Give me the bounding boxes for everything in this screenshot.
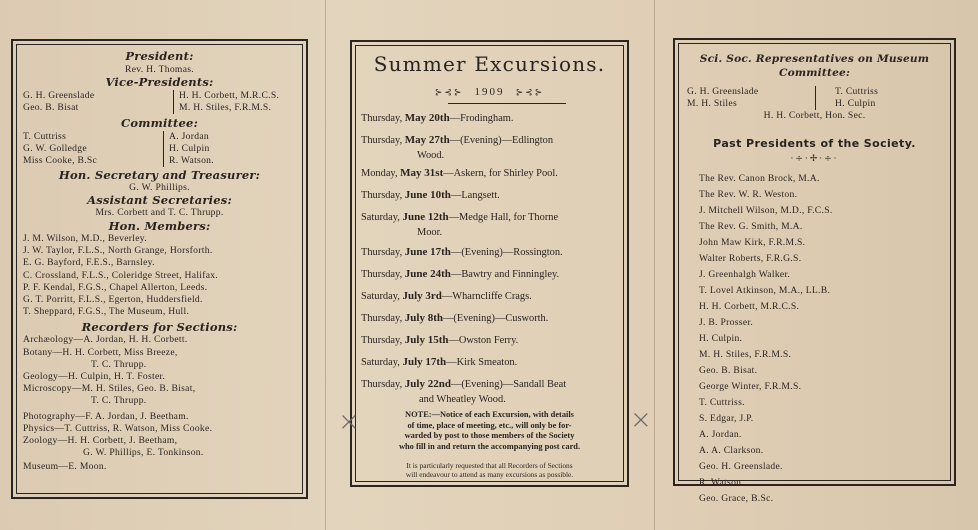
past-president: The Rev. G. Smith, M.A. — [699, 221, 803, 232]
excursion-line — [361, 356, 517, 368]
past-president: Geo. Grace, B.Sc. — [699, 493, 774, 504]
excursion-day: Thursday, — [361, 335, 403, 346]
excursion-continuation: and Wheatley Wood. — [419, 394, 506, 405]
vice-presidents-list — [13, 89, 306, 115]
recorder-line: Geology—H. Culpin, H. T. Foster. — [23, 371, 166, 383]
fold-line-left — [325, 0, 326, 530]
scroll-ornament-icon: ⊱⊰⊱ — [515, 88, 545, 98]
excursion-destination: —Frodingham. — [449, 113, 514, 124]
president-heading: President: — [125, 49, 194, 63]
note-line: who fill in and return the accompanying post card. — [398, 441, 581, 451]
excursion-line — [361, 211, 558, 223]
excursion-day: Thursday, — [361, 190, 403, 201]
past-president: Geo. B. Bisat. — [699, 365, 758, 376]
representative: H. Culpin — [835, 98, 876, 109]
past-president: J. B. Prosser. — [699, 317, 754, 328]
excursion-row — [361, 211, 558, 238]
excursion-day: Thursday, — [361, 313, 403, 324]
past-president: Geo. H. Greenslade. — [699, 461, 783, 472]
excursion-day: Thursday, — [361, 247, 403, 258]
excursion-line — [361, 312, 548, 324]
excursion-line — [361, 134, 553, 146]
officers-content — [13, 49, 306, 474]
excursion-date: May 27th — [404, 134, 450, 146]
past-president: The Rev. W. R. Weston. — [699, 189, 798, 200]
committee-member: H. Culpin — [169, 143, 210, 154]
request-line: will endeavour to attend as many excursions as possible. — [405, 470, 574, 479]
excursion-row — [361, 189, 500, 201]
past-president: J. Greenhalgh Walker. — [699, 269, 791, 280]
hon-members-list — [13, 233, 306, 318]
excursions-title: Summer Excursions. — [373, 52, 606, 76]
excursion-date: June 12th — [402, 211, 449, 223]
excursion-line — [361, 189, 500, 201]
excursion-date: July 3rd — [402, 290, 442, 302]
past-president: S. Edgar, J.P. — [699, 413, 754, 424]
past-president: T. Cuttriss. — [699, 397, 745, 408]
excursion-day: Thursday, — [361, 379, 403, 390]
hon-member: P. F. Kendal, F.G.S., Chapel Allerton, Leeds. — [23, 281, 208, 293]
hon-secretary-heading: Hon. Secretary and Treasurer: — [58, 168, 261, 182]
excursion-continuation: Wood. — [417, 150, 445, 161]
vice-presidents-heading: Vice-Presidents: — [105, 75, 214, 89]
vice-president: Geo. B. Bisat — [23, 102, 79, 113]
past-president: The Rev. Canon Brock, M.A. — [699, 173, 820, 184]
recorder-line: Physics—T. Cuttriss, R. Watson, Miss Cooke. — [23, 422, 213, 434]
recorder-line: T. C. Thrupp. — [91, 395, 147, 407]
past-president: H. Culpin. — [699, 333, 743, 344]
hon-member: T. Sheppard, F.G.S., The Museum, Hull. — [23, 306, 190, 318]
pencil-cross-mark: ⨯ — [338, 407, 360, 437]
recorders-heading: Recorders for Sections: — [81, 320, 238, 335]
title-rule — [448, 103, 566, 104]
past-presidents-list — [699, 171, 833, 507]
representative: T. Cuttriss — [835, 86, 879, 97]
request-line: It is particularly requested that all Recorders of Sections — [406, 461, 573, 470]
committee-member: Miss Cooke, B.Sc — [23, 155, 98, 166]
excursion-date: June 17th — [404, 246, 451, 258]
committee-member: R. Watson. — [169, 155, 214, 166]
year-row — [352, 80, 627, 99]
vice-president: M. H. Stiles, F.R.M.S. — [179, 102, 272, 113]
excursion-day: Monday, — [361, 168, 398, 179]
note-block — [360, 410, 619, 479]
president-name: Rev. H. Thomas. — [125, 64, 194, 75]
excursion-destination: —(Evening)—Rossington. — [450, 247, 563, 258]
excursion-destination: —Wharncliffe Crags. — [441, 291, 532, 302]
committee-member: A. Jordan — [169, 131, 210, 142]
excursion-line — [361, 334, 518, 346]
excursion-line — [361, 290, 532, 302]
representatives-heading: Sci. Soc. Representatives on Museum — [699, 53, 930, 65]
vice-president: H. H. Corbett, M.R.C.S. — [179, 90, 280, 101]
excursion-date: July 22nd — [404, 378, 451, 390]
excursion-day: Saturday, — [361, 291, 400, 302]
past-president: T. Lovel Atkinson, M.A., LL.B. — [699, 285, 831, 296]
excursion-continuation: Moor. — [417, 227, 443, 238]
pencil-cross-mark: ⨯ — [630, 405, 652, 435]
assistant-secretaries-heading: Assistant Secretaries: — [87, 193, 232, 207]
excursion-date: June 24th — [404, 268, 451, 280]
representative: G. H. Greenslade — [687, 86, 759, 97]
recorder-line: Zoology—H. H. Corbett, J. Beetham, — [23, 435, 178, 447]
excursion-row — [361, 246, 563, 258]
excursion-line — [361, 268, 559, 280]
excursions-year: 1909 — [474, 86, 505, 98]
excursion-day: Thursday, — [361, 113, 403, 124]
excursion-destination: —(Evening)—Cusworth. — [443, 313, 549, 324]
hon-secretary-name: G. W. Phillips. — [129, 182, 190, 193]
excursion-line — [361, 378, 566, 390]
excursion-row — [361, 356, 517, 368]
committee-member: T. Cuttriss — [23, 131, 67, 142]
excursion-destination: —Owston Ferry. — [448, 335, 519, 346]
excursion-line — [361, 246, 563, 258]
past-presidents-heading: Past Presidents of the Society. — [713, 137, 916, 150]
vice-president: G. H. Greenslade — [23, 90, 95, 101]
note-line: of time, place of meeting, etc., will only be for- — [407, 420, 572, 430]
fold-line-right — [654, 0, 655, 530]
flourish-ornament-icon: ·÷·✢·÷· — [790, 154, 839, 164]
recorder-line: Botany—H. H. Corbett, Miss Breeze, — [23, 346, 178, 358]
hon-member: E. G. Bayford, F.E.S., Barnsley. — [23, 257, 155, 269]
excursion-row — [361, 312, 548, 324]
past-president: R. Watson. — [699, 477, 744, 488]
committee-heading: Committee: — [120, 116, 199, 130]
excursion-destination: —(Evening)—Sandall Beat — [450, 379, 567, 390]
hon-member: J. M. Wilson, M.D., Beverley. — [23, 233, 147, 244]
excursion-row — [361, 290, 532, 302]
excursion-row — [361, 112, 514, 124]
excursion-line — [361, 112, 514, 124]
excursion-date: July 17th — [402, 356, 447, 368]
recorder-line: Microscopy—M. H. Stiles, Geo. B. Bisat, — [23, 383, 196, 395]
excursion-date: May 31st — [400, 167, 444, 179]
excursion-date: June 10th — [404, 189, 451, 201]
excursion-row — [361, 167, 558, 179]
excursion-row — [361, 268, 559, 280]
past-president: A. A. Clarkson. — [699, 445, 764, 456]
excursion-day: Saturday, — [361, 357, 400, 368]
excursion-date: July 15th — [404, 334, 449, 346]
excursion-row — [361, 378, 566, 405]
excursion-destination: —Askern, for Shirley Pool. — [443, 168, 558, 179]
recorder-line: Photography—F. A. Jordan, J. Beetham. — [23, 410, 189, 422]
excursion-destination: —(Evening)—Edlington — [449, 135, 554, 146]
excursion-date: July 8th — [404, 312, 443, 324]
excursion-destination: —Kirk Smeaton. — [446, 357, 518, 368]
past-president: J. Mitchell Wilson, M.D., F.C.S. — [699, 205, 833, 216]
excursion-destination: —Bawtry and Finningley. — [450, 269, 560, 280]
excursion-date: May 20th — [404, 112, 450, 124]
hon-members-heading: Hon. Members: — [108, 219, 211, 233]
hon-member: G. T. Porritt, F.L.S., Egerton, Huddersfield. — [23, 294, 203, 306]
representatives-secretary: H. H. Corbett, Hon. Sec. — [763, 110, 866, 121]
assistant-secretaries-names: Mrs. Corbett and T. C. Thrupp. — [95, 207, 224, 218]
excursion-day: Thursday, — [361, 135, 403, 146]
note-line: NOTE:—Notice of each Excursion, with details — [405, 410, 574, 419]
recorders-list — [13, 334, 306, 473]
representatives-panel — [673, 38, 956, 504]
past-president: A. Jordan. — [699, 429, 742, 440]
excursion-line — [361, 167, 558, 179]
excursion-destination: —Medge Hall, for Thorne — [448, 212, 559, 223]
past-president: Walter Roberts, F.R.G.S. — [699, 253, 802, 264]
hon-member: J. W. Taylor, F.L.S., North Grange, Horsforth. — [23, 245, 213, 257]
representatives-heading-cont: Committee: — [778, 67, 851, 79]
officers-panel — [11, 39, 308, 499]
excursion-day: Thursday, — [361, 269, 403, 280]
recorder-line: Museum—E. Moon. — [23, 461, 107, 473]
recorder-line: G. W. Phillips, E. Tonkinson. — [83, 447, 204, 459]
committee-member: G. W. Golledge — [23, 143, 87, 154]
past-president: M. H. Stiles, F.R.M.S. — [699, 349, 792, 360]
excursions-panel — [350, 40, 629, 487]
representative: M. H. Stiles — [687, 98, 737, 109]
committee-list — [13, 130, 306, 168]
note-line: warded by post to those members of the Society — [404, 431, 575, 440]
past-president: H. H. Corbett, M.R.C.S. — [699, 301, 800, 312]
scroll-ornament-icon: ⊱⊰⊱ — [434, 88, 464, 98]
excursion-day: Saturday, — [361, 212, 400, 223]
hon-member: C. Crossland, F.L.S., Coleridge Street, Halifax. — [23, 269, 219, 281]
recorder-line: T. C. Thrupp. — [91, 358, 147, 370]
recorder-line: Archæology—A. Jordan, H. H. Corbett. — [23, 334, 188, 346]
excursion-destination: —Langsett. — [450, 190, 500, 201]
excursion-row — [361, 334, 518, 346]
past-president: John Maw Kirk, F.R.M.S. — [699, 237, 806, 248]
past-president: George Winter, F.R.M.S. — [699, 381, 802, 392]
excursion-row — [361, 134, 553, 161]
